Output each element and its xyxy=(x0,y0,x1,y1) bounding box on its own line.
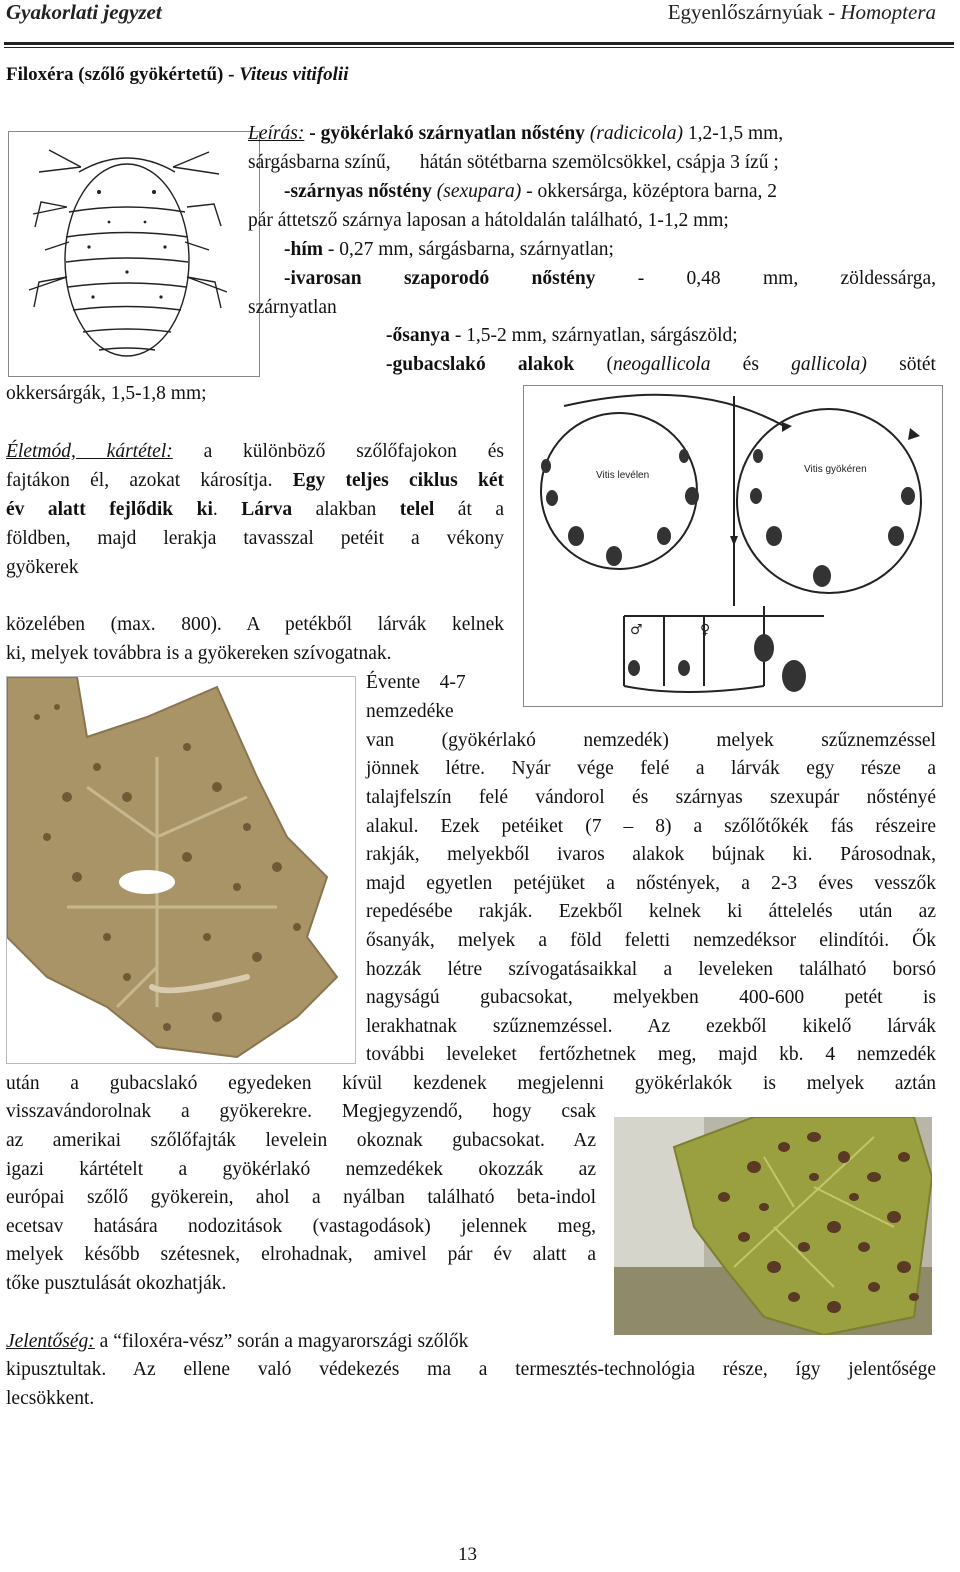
lifestyle-line-1 xyxy=(6,438,504,467)
lifestyle-text: telel xyxy=(399,499,435,520)
lifestyle-text: alakban xyxy=(292,499,400,520)
aphid-outline-illustration xyxy=(9,132,259,376)
description-text: - okkersárga, középtora barna, 2 xyxy=(521,181,777,202)
header-rule xyxy=(4,42,954,48)
description-text: -ivarosan szaporodó nőstény xyxy=(284,268,596,289)
header-section-italic: Homoptera xyxy=(840,0,936,24)
importance-text: a “filoxéra-vész” során a magyarországi szőlők xyxy=(94,1331,469,1352)
importance-line-3: lecsökkent. xyxy=(6,1388,95,1409)
title-plain: Filoxéra (szőlő gyökértetű) - xyxy=(6,64,240,85)
description-line-2: sárgásbarna színű, hátán sötétbarna szemölcsökkel, csápja 3 ízű ; xyxy=(248,152,779,173)
page-number: 13 xyxy=(458,1544,477,1565)
lifecycle-diagram-drawing xyxy=(524,386,942,706)
damage-line-3: igazi kártételt a gyökérlakó nemzedékek okozzák az xyxy=(6,1159,596,1180)
lifestyle-line-5: gyökerek xyxy=(6,557,79,578)
damage-line-2: az amerikai szőlőfajták levelein okoznak gubacsokat. Az xyxy=(6,1130,596,1151)
description-text: (radicicola) xyxy=(589,123,683,144)
lifecycle-line-6: alakul. Ezek petéiket (7 – 8) a szőlőtőkék fás részeire xyxy=(366,816,936,837)
lifestyle-text: Egy teljes ciklus két xyxy=(292,470,504,491)
description-text: - gyökérlakó szárnyatlan nőstény xyxy=(304,123,590,144)
lifestyle-line-4: földben, majd lerakja tavasszal petéit a vékony xyxy=(6,528,504,549)
lifecycle-line-15: után a gubacslakó egyedeken kívül kezdenek megjelenni gyökérlakók is melyek aztán xyxy=(6,1073,936,1094)
lifecycle-line-11: hozzák létre szívogatásaikkal a leveleken található borsó xyxy=(366,959,936,980)
damage-line-4: európai szőlő gyökerein, ahol a nyálban található beta-indol xyxy=(6,1187,596,1208)
damage-line-1: visszavándorolnak a gyökerekre. Megjegyzendő, hogy csak xyxy=(6,1101,596,1122)
lifestyle-label: Életmód, kártétel: xyxy=(6,441,173,462)
importance-line-1 xyxy=(6,1328,606,1357)
description-text: - 1,5-2 mm, szárnyatlan, sárgászöld; xyxy=(449,325,738,346)
galled-leaf-illustration xyxy=(614,1117,932,1335)
description-text: -hím xyxy=(284,239,323,260)
description-text: (sexupara) xyxy=(431,181,522,202)
description-line-5 xyxy=(284,236,936,265)
damage-line-5: ecetsav hatására nodozitások (vastagodások) jelennek meg, xyxy=(6,1216,596,1237)
description-line-1 xyxy=(248,120,936,149)
lifestyle-text: a különböző szőlőfajokon és xyxy=(172,441,504,462)
insect-stage-icons xyxy=(541,449,915,692)
lifecycle-line-5: talajfelszín felé vándorol és szárnyas szexupár nőstényé xyxy=(366,787,936,808)
lifestyle-text: fajtákon él, azokat károsítja. xyxy=(6,470,293,491)
lifecycle-line-8: majd egyetlen petéjüket a nőstények, a 2-3 éves vesszők xyxy=(366,873,936,894)
description-line-3 xyxy=(284,178,936,207)
lifecycle-line-10: ősanyák, melyek a föld feletti nemzedéksor elindítói. Ők xyxy=(366,930,936,951)
description-text: - 0,27 mm, sárgásbarna, szárnyatlan; xyxy=(323,239,614,260)
description-text: és xyxy=(710,354,792,375)
importance-line-2: kipusztultak. Az ellene való védekezés ma a termesztés-technológia része, így jelentősége xyxy=(6,1359,936,1380)
lifecycle-line-9: repedésébe rakják. Ezekből kelnek ki áttelelés után az xyxy=(366,901,936,922)
dry-leaf-photo xyxy=(6,676,356,1064)
lifestyle-text: Lárva xyxy=(241,499,293,520)
lifestyle-text: át a xyxy=(434,499,504,520)
description-text: -ősanya xyxy=(386,325,450,346)
lifecycle-line-1: Évente 4-7 xyxy=(366,672,466,693)
description-text: - 0,48 mm, zöldessárga, xyxy=(595,268,936,289)
description-text: neogallicola xyxy=(612,354,711,375)
lifecycle-line-12: nagyságú gubacsokat, melyekben 400-600 petét is xyxy=(366,987,936,1008)
header-section xyxy=(668,0,936,25)
description-line-10: okkersárgák, 1,5-1,8 mm; xyxy=(6,383,207,404)
header-section-plain: Egyenlőszárnyúak - xyxy=(667,0,841,24)
damage-line-6: melyek később szétesnek, elrohadnak, amivel pár év alatt a xyxy=(6,1244,596,1265)
description-text: -szárnyas nőstény xyxy=(284,181,432,202)
diagram-label-leaf: Vitis levélen xyxy=(596,470,650,481)
infested-leaf-illustration xyxy=(7,677,355,1063)
lifestyle-line-2 xyxy=(6,467,504,496)
title-italic: Viteus vitifolii xyxy=(239,64,349,85)
header-title: Gyakorlati jegyzet xyxy=(6,0,162,24)
diagram-label-root: Vitis gyökéren xyxy=(804,464,867,475)
description-line-8 xyxy=(386,322,936,351)
lifestyle-text: év alatt fejlődik ki xyxy=(6,499,213,520)
lifecycle-line-13: lerakhatnak szűznemzéssel. Az ezekből kikelő lárvák xyxy=(366,1016,936,1037)
lifestyle-line-7: ki, melyek továbbra is a gyökereken szívogatnak. xyxy=(6,643,392,664)
lifecycle-line-7: rakják, melyekből ivaros alakok bújnak ki. Párosodnak, xyxy=(366,844,936,865)
lifecycle-line-14: további leveleket fertőzhetnek meg, majd kb. 4 nemzedék xyxy=(366,1044,936,1065)
lifestyle-text: . xyxy=(212,499,242,520)
description-label: Leírás: xyxy=(248,123,305,144)
damage-line-7: tőke pusztulását okozhatják. xyxy=(6,1273,227,1294)
female-symbol: ♀ xyxy=(700,622,711,638)
insect-drawing xyxy=(8,131,260,377)
description-line-9 xyxy=(386,351,936,380)
green-leaf-photo xyxy=(614,1117,932,1335)
description-text: -gubacslakó alakok xyxy=(386,354,575,375)
importance-label: Jelentőség: xyxy=(6,1331,95,1352)
description-line-6 xyxy=(284,265,936,294)
description-text: 1,2-1,5 mm, xyxy=(682,123,784,144)
page-title xyxy=(6,64,348,86)
description-line-4: pár áttetsző szárnya laposan a hátoldalán található, 1-1,2 mm; xyxy=(248,210,729,231)
description-text: ( xyxy=(574,354,613,375)
description-line-7: szárnyatlan xyxy=(248,297,337,318)
lifecycle-line-4: jönnek létre. Nyár vége felé a lárvák egy része a xyxy=(366,758,936,779)
male-symbol: ♂ xyxy=(630,622,643,638)
lifecycle-diagram xyxy=(523,385,943,707)
lifestyle-line-6: közelében (max. 800). A petékből lárvák kelnek xyxy=(6,614,504,635)
description-text: gallicola) xyxy=(791,354,867,375)
description-text: sötét xyxy=(866,354,936,375)
lifestyle-line-3 xyxy=(6,496,504,525)
lifecycle-line-3: van (gyökérlakó nemzedék) melyek szűznemzéssel xyxy=(366,730,936,751)
lifecycle-line-2: nemzedéke xyxy=(366,701,454,722)
